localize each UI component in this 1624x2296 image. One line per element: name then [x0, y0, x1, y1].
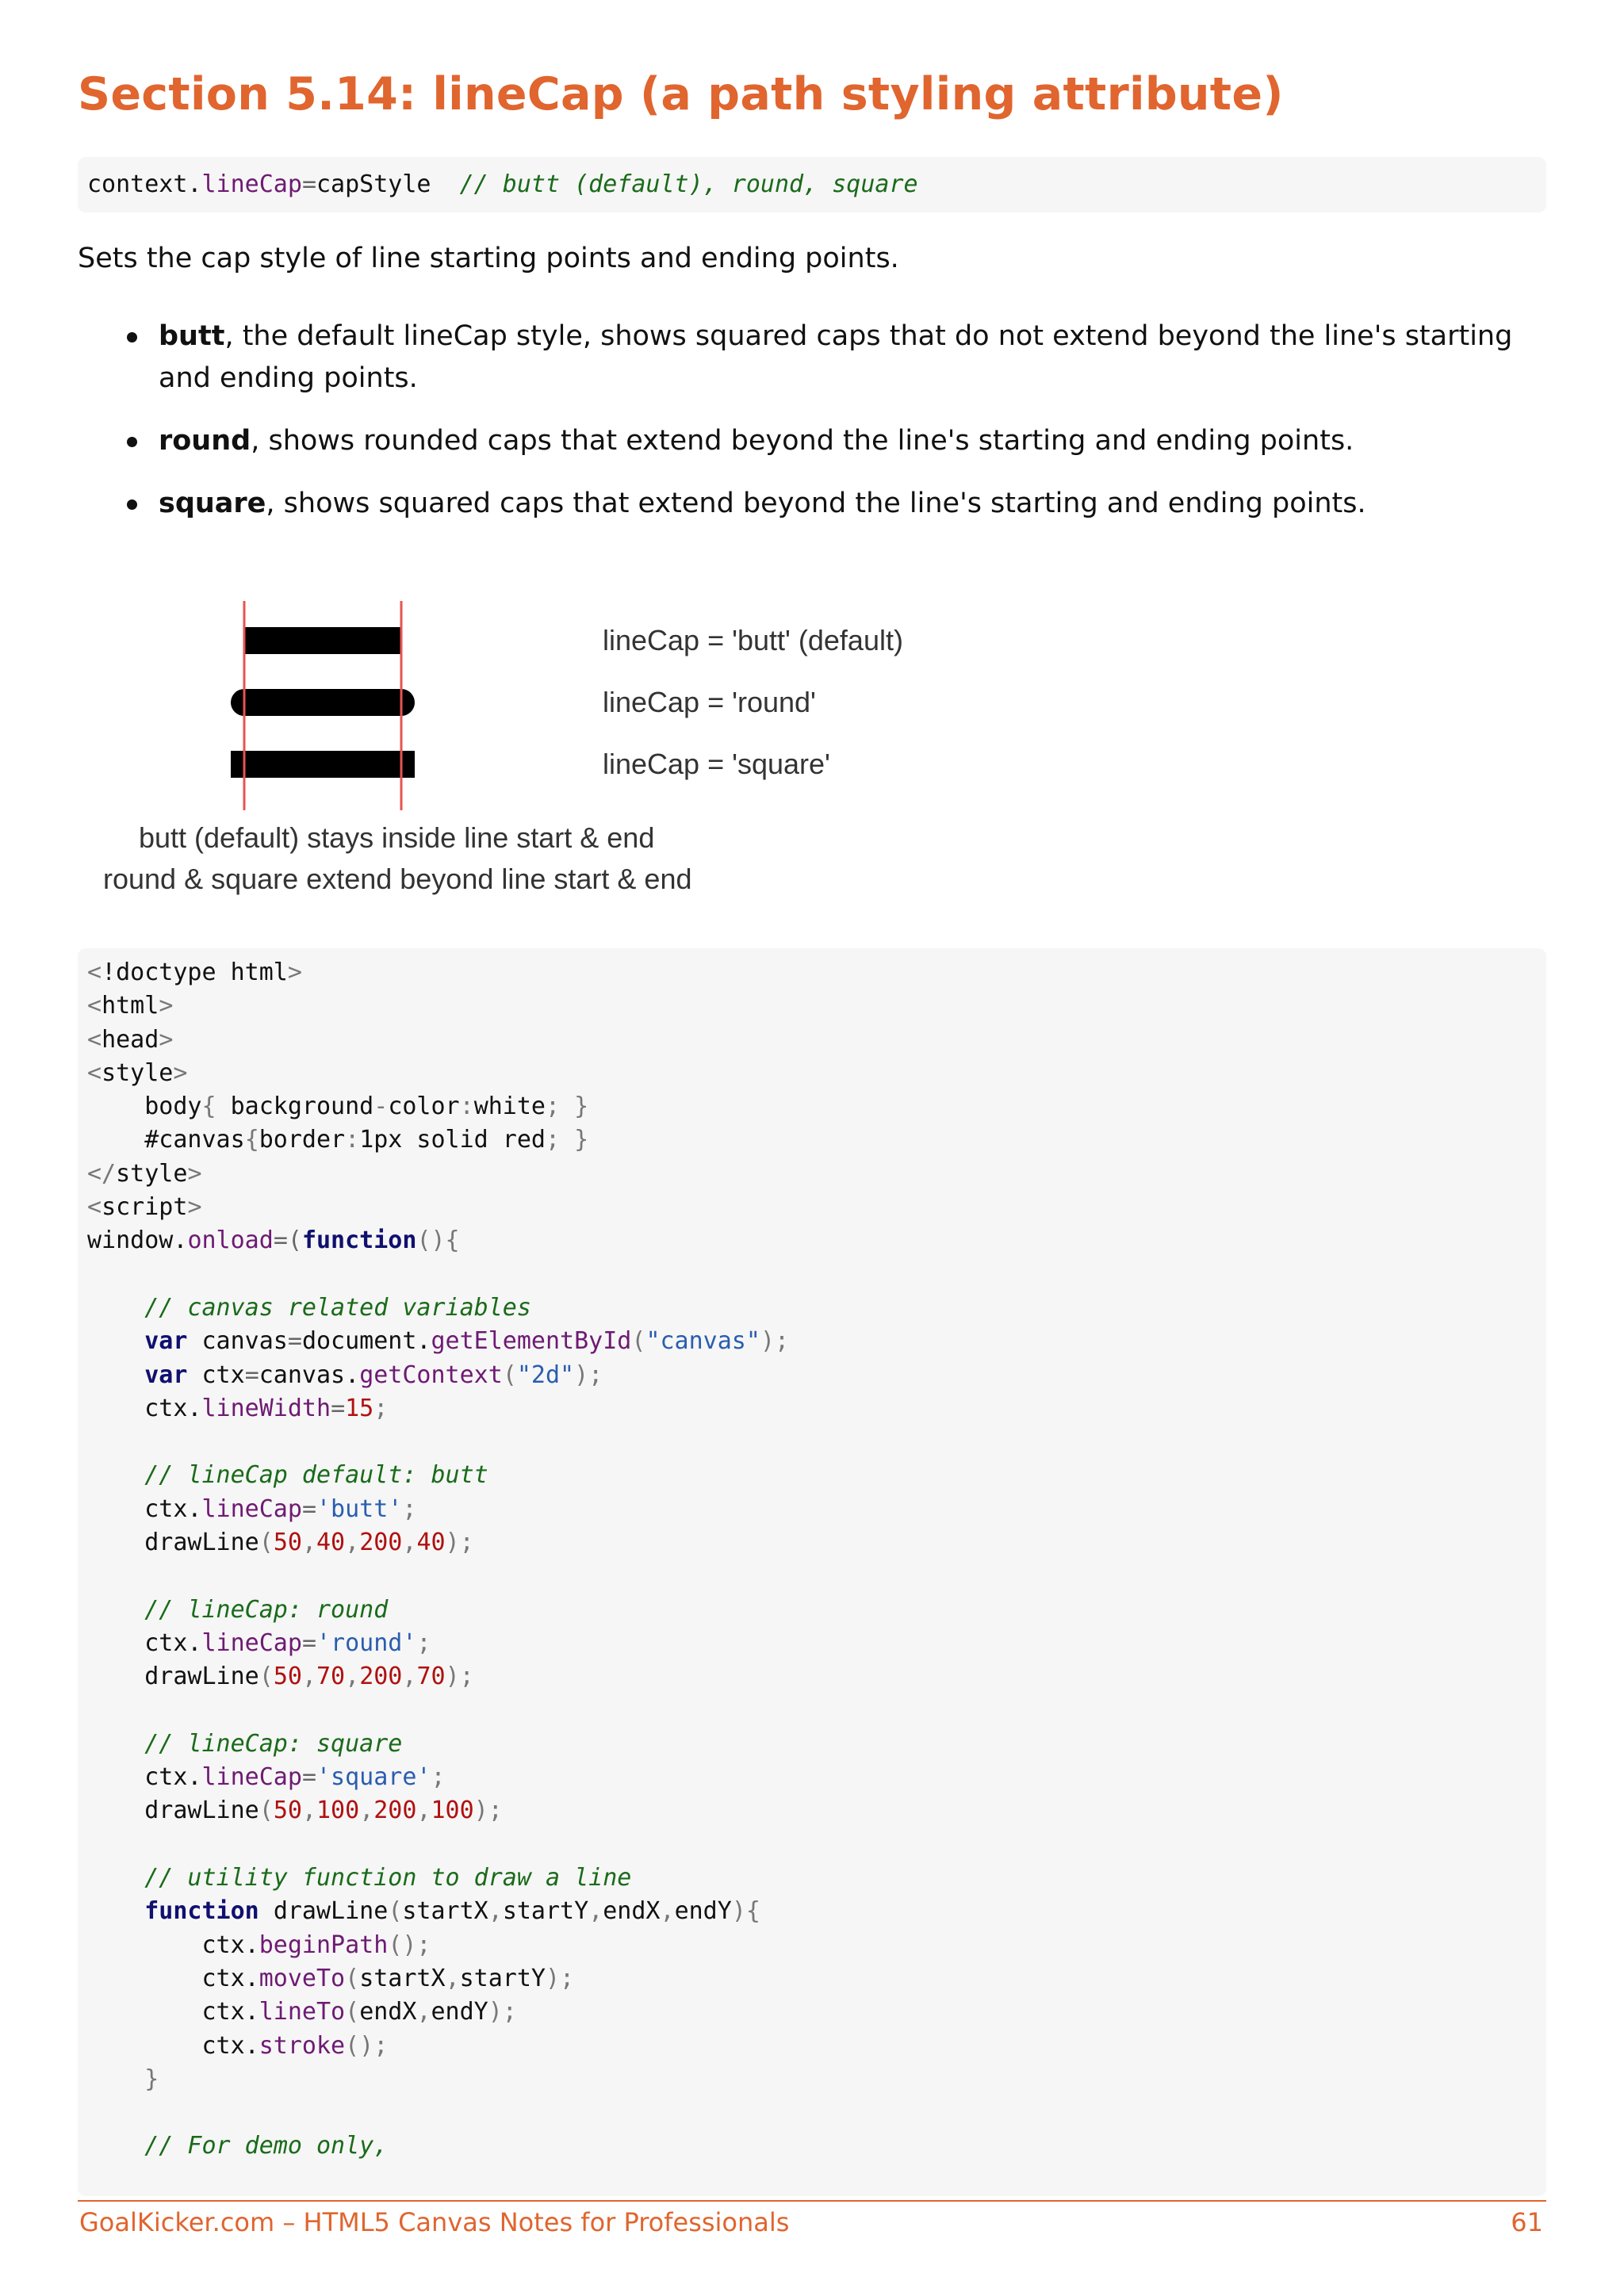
code-token: 50	[273, 1797, 302, 1825]
code-token: =	[301, 1494, 316, 1523]
code-token: ctx.	[87, 1394, 202, 1422]
code-token: >	[159, 1025, 174, 1054]
code-line	[87, 1224, 1546, 1257]
code-token: 40	[316, 1529, 346, 1557]
code-token: >	[287, 959, 302, 986]
code-token: #canvas	[87, 1126, 245, 1154]
code-token: startX	[359, 1964, 446, 1992]
code-token: ,	[588, 1897, 603, 1926]
code-token: ,	[660, 1897, 675, 1926]
linecap-figure	[79, 587, 952, 904]
code-token: ctx.	[87, 1964, 259, 1992]
code-token: ,	[416, 1797, 431, 1825]
code-token: lineWidth	[201, 1394, 331, 1422]
code-token: // For demo only,	[87, 2132, 389, 2160]
code-token: ();	[345, 2031, 389, 2060]
code-token: (	[259, 1797, 274, 1825]
intro-paragraph: Sets the cap style of line starting points and ending points.	[78, 243, 899, 274]
code-token: 1px solid red	[359, 1126, 546, 1154]
code-token: endX	[603, 1897, 661, 1926]
code-token: 100	[431, 1797, 474, 1825]
bullet-term: butt	[159, 320, 225, 352]
code-token: 200	[359, 1529, 403, 1557]
code-line	[87, 1996, 1546, 2029]
code-token: ,	[301, 1797, 316, 1825]
code-line	[87, 1325, 1546, 1358]
code-token: startY	[459, 1964, 546, 1992]
code-line	[87, 1929, 1546, 1962]
code-token: (	[345, 1998, 360, 2026]
code-token: // canvas related variables	[87, 1293, 531, 1322]
code-token: border	[259, 1126, 346, 1154]
code-token: startX	[402, 1897, 488, 1926]
code-token: function	[301, 1226, 417, 1255]
code-line	[87, 1694, 1546, 1728]
code-token: ;	[416, 1628, 431, 1657]
code-token: lineCap	[201, 1494, 302, 1523]
code-token: ; }	[546, 1126, 589, 1154]
code-token: head	[102, 1025, 159, 1054]
code-token: ,	[345, 1663, 360, 1691]
code-line	[87, 1895, 1546, 1928]
code-token: stroke	[259, 2031, 346, 2060]
code-token: "canvas"	[645, 1327, 760, 1356]
square-label: lineCap = 'square'	[603, 748, 830, 780]
code-token: 'round'	[316, 1628, 417, 1657]
code-token: =(	[273, 1226, 302, 1255]
code-line	[87, 1191, 1546, 1224]
figure-note-line2: round & square extend beyond line start & end	[103, 863, 692, 895]
code-token: );	[488, 1998, 517, 2026]
code-line	[87, 1024, 1546, 1057]
code-token: html	[102, 992, 159, 1020]
code-line	[87, 989, 1546, 1023]
code-token: lineCap	[201, 1628, 302, 1657]
code-line	[87, 1392, 1546, 1425]
code-listing	[78, 948, 1546, 2196]
code-token: <	[87, 1025, 102, 1054]
syntax-value: capStyle	[316, 170, 460, 198]
bullet-text: , the default lineCap style, shows squared caps that do not extend beyond the line's starting and ending points.	[159, 320, 1513, 394]
code-token: onload	[187, 1226, 274, 1255]
code-token: >	[173, 1058, 188, 1087]
code-token: (){	[416, 1226, 460, 1255]
code-token: 'butt'	[316, 1494, 403, 1523]
code-line	[87, 1459, 1546, 1492]
code-token: drawLine	[87, 1529, 259, 1557]
code-token: function	[87, 1897, 274, 1926]
syntax-comment: // butt (default), round, square	[459, 170, 918, 198]
code-line	[87, 1258, 1546, 1292]
code-token: ,	[445, 1964, 460, 1992]
code-line	[87, 1828, 1546, 1862]
code-token: ();	[388, 1931, 431, 1959]
code-token: -	[373, 1093, 389, 1121]
code-token: ,	[416, 1998, 431, 2026]
bullet-term: square	[159, 488, 266, 519]
code-token: );	[760, 1327, 790, 1356]
code-token: <	[87, 959, 102, 986]
code-token: <	[87, 1058, 102, 1087]
code-token: >	[187, 1193, 202, 1222]
code-line	[87, 1627, 1546, 1660]
code-token: =	[287, 1327, 302, 1356]
code-token: 'square'	[316, 1763, 431, 1792]
butt-line	[244, 627, 401, 654]
code-line	[87, 1158, 1546, 1191]
syntax-property: lineCap	[201, 170, 302, 198]
page-number: 61	[1511, 2207, 1543, 2237]
code-token: endY	[431, 1998, 488, 2026]
code-token: (	[388, 1897, 403, 1926]
code-token: background	[230, 1093, 374, 1121]
round-line	[231, 689, 415, 716]
code-token: ,	[301, 1663, 316, 1691]
code-token: (	[631, 1327, 646, 1356]
bullet-term: round	[159, 425, 251, 457]
figure-note-line1: butt (default) stays inside line start & end	[139, 821, 655, 854]
code-token: ctx.	[87, 1998, 259, 2026]
code-token: moveTo	[259, 1964, 346, 1992]
code-token: ,	[359, 1797, 374, 1825]
code-token: 200	[373, 1797, 417, 1825]
code-token: endX	[359, 1998, 417, 2026]
code-token: ,	[402, 1663, 417, 1691]
linecap-options-list	[127, 316, 1554, 545]
code-token: (	[259, 1663, 274, 1691]
code-line	[87, 956, 1546, 989]
code-token: ){	[731, 1897, 760, 1926]
code-token: 50	[273, 1663, 302, 1691]
code-token: ;	[373, 1394, 389, 1422]
code-token: ctx.	[87, 1931, 259, 1959]
code-line	[87, 1660, 1546, 1693]
code-line	[87, 1359, 1546, 1392]
code-token: {	[244, 1126, 259, 1154]
syntax-object: context.	[87, 170, 202, 198]
bullet-text: , shows squared caps that extend beyond the line's starting and ending points.	[266, 488, 1366, 519]
code-token: color	[388, 1093, 460, 1121]
code-token: // lineCap default: butt	[87, 1461, 488, 1490]
code-token: 70	[316, 1663, 346, 1691]
code-line	[87, 1728, 1546, 1761]
square-line	[231, 751, 415, 778]
syntax-operator: =	[301, 170, 316, 198]
code-token: lineCap	[201, 1763, 302, 1792]
code-line	[87, 1493, 1546, 1526]
code-line	[87, 1761, 1546, 1794]
code-token: 40	[416, 1529, 446, 1557]
code-token: ctx.	[87, 1494, 202, 1523]
code-token: );	[445, 1529, 474, 1557]
code-token: style	[116, 1159, 188, 1188]
footer-divider	[78, 2200, 1546, 2202]
code-token: >	[159, 992, 174, 1020]
code-line	[87, 1862, 1546, 1895]
code-token: ctx.	[87, 1628, 202, 1657]
code-token: body	[87, 1093, 202, 1121]
bullet-item-butt	[127, 316, 1554, 400]
code-line	[87, 1794, 1546, 1827]
code-token: 50	[273, 1529, 302, 1557]
code-token: script	[102, 1193, 188, 1222]
footer-title: GoalKicker.com – HTML5 Canvas Notes for Professionals	[79, 2207, 790, 2237]
bullet-item-square	[127, 483, 1554, 525]
code-line	[87, 2130, 1546, 2163]
code-token: =	[331, 1394, 346, 1422]
code-token: 200	[359, 1663, 403, 1691]
code-token: lineTo	[259, 1998, 346, 2026]
code-token: ctx.	[87, 1763, 202, 1792]
bullet-text: , shows rounded caps that extend beyond the line's starting and ending points.	[251, 425, 1354, 457]
code-token: ;	[431, 1763, 446, 1792]
code-line	[87, 1425, 1546, 1459]
code-token: <	[87, 1193, 102, 1222]
code-line	[87, 2096, 1546, 2130]
code-line	[87, 1559, 1546, 1593]
code-token: ,	[402, 1529, 417, 1557]
code-token: style	[102, 1058, 174, 1087]
code-token: ;	[402, 1494, 417, 1523]
code-token: ,	[488, 1897, 503, 1926]
code-line	[87, 1123, 1546, 1157]
code-token: drawLine	[273, 1897, 389, 1926]
code-token: !doctype html	[102, 959, 288, 986]
code-token: endY	[674, 1897, 732, 1926]
code-token: (	[259, 1529, 274, 1557]
code-token: 15	[345, 1394, 374, 1422]
code-token: ; }	[546, 1093, 589, 1121]
code-token: canvas.	[259, 1360, 360, 1389]
bullet-item-round	[127, 420, 1554, 462]
code-token: {	[201, 1093, 231, 1121]
code-line	[87, 2030, 1546, 2063]
code-token: white	[473, 1093, 546, 1121]
code-token: =	[301, 1763, 316, 1792]
code-token: getElementById	[431, 1327, 632, 1356]
code-token: document.	[301, 1327, 431, 1356]
code-token: =	[244, 1360, 259, 1389]
code-token: var	[87, 1327, 202, 1356]
code-token: (	[502, 1360, 517, 1389]
code-token: ctx.	[87, 2031, 259, 2060]
code-line	[87, 1526, 1546, 1559]
round-label: lineCap = 'round'	[603, 686, 816, 718]
code-token: var	[87, 1360, 202, 1389]
code-token: :	[345, 1126, 360, 1154]
code-token: );	[445, 1663, 474, 1691]
code-line	[87, 1292, 1546, 1325]
code-line	[87, 2063, 1546, 2096]
code-token: drawLine	[87, 1663, 259, 1691]
code-token: ,	[345, 1529, 360, 1557]
code-token: getContext	[359, 1360, 503, 1389]
code-token: // lineCap: square	[87, 1729, 403, 1758]
code-token: =	[301, 1628, 316, 1657]
code-line	[87, 1057, 1546, 1090]
code-line	[87, 1090, 1546, 1123]
syntax-code	[78, 157, 1546, 212]
code-token: // lineCap: round	[87, 1595, 389, 1624]
code-token: <	[87, 992, 102, 1020]
code-token: 70	[416, 1663, 446, 1691]
code-token: "2d"	[516, 1360, 575, 1389]
code-token: 100	[316, 1797, 360, 1825]
section-title: Section 5.14: lineCap (a path styling attribute)	[78, 68, 1284, 121]
code-token: startY	[502, 1897, 589, 1926]
code-token: window.	[87, 1226, 188, 1255]
code-token: beginPath	[259, 1931, 389, 1959]
code-token: (	[345, 1964, 360, 1992]
code-token: // utility function to draw a line	[87, 1864, 632, 1892]
code-token: );	[546, 1964, 575, 1992]
code-token: );	[574, 1360, 603, 1389]
code-token: drawLine	[87, 1797, 259, 1825]
code-token: </	[87, 1159, 117, 1188]
code-token: :	[459, 1093, 474, 1121]
code-token: }	[87, 2064, 159, 2093]
code-line	[87, 1594, 1546, 1627]
code-token: ctx	[201, 1360, 245, 1389]
code-token: >	[187, 1159, 202, 1188]
code-token: );	[473, 1797, 503, 1825]
code-token: canvas	[201, 1327, 288, 1356]
code-line	[87, 1962, 1546, 1996]
code-token: ,	[301, 1529, 316, 1557]
butt-label: lineCap = 'butt' (default)	[603, 624, 903, 656]
